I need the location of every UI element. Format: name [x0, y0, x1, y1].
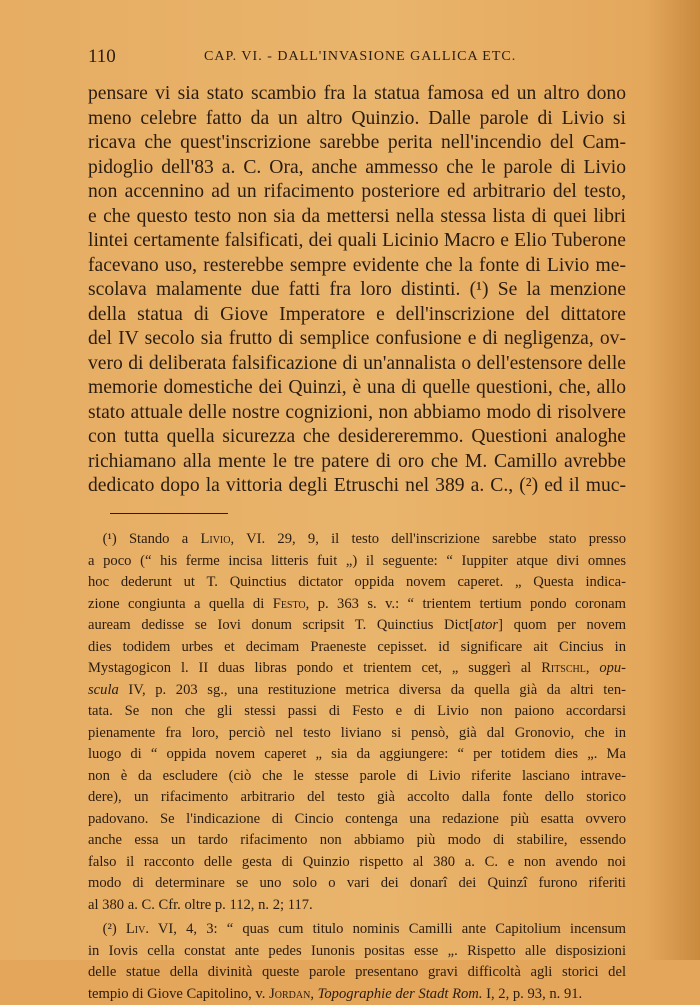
footnote-line: padovano. Se l'indicazione di Cincio contenga una redazione più esatta ovvero: [88, 809, 626, 831]
footnote-line: tata. Se non che gli stessi passi di Festo e di Livio non paiono accordarsi: [88, 701, 626, 723]
footnote-line: zione congiunta a quella di Festo, p. 363 s. v.: “ trientem tertium pondo coronam: [88, 594, 626, 616]
footnote-line: in Iovis cella constat ante pedes Iunonis positas esse „. Rispetto alle disposizioni: [88, 941, 626, 963]
body-line: pidoglio dell'83 a. C. Ora, anche ammesso che le parole di Livio: [88, 156, 626, 181]
footnote-line: (¹) Stando a Livio, VI. 29, 9, il testo dell'inscrizione sarebbe stato presso: [88, 529, 626, 551]
body-line: ricava che quest'inscrizione sarebbe perita nell'incendio del Cam-: [88, 131, 626, 156]
footnote-1: [88, 529, 626, 916]
body-line: memorie domestiche dei Quinzi, è una di quelle questioni, che, allo: [88, 376, 626, 401]
body-line: con tutta quella sicurezza che desidereremmo. Questioni analoghe: [88, 425, 626, 450]
footnote-line: auream dedisse se Iovi donum scripsit T. Quinctius Dict[ator] quom per novem: [88, 615, 626, 637]
body-line: lintei certamente falsificati, dei quali Licinio Macro e Elio Tuberone: [88, 229, 626, 254]
body-line: stato attuale delle nostre cognizioni, non abbiamo modo di risolvere: [88, 401, 626, 426]
body-line: pensare vi sia stato scambio fra la statua famosa ed un altro dono: [88, 82, 626, 107]
footnote-line: modo di determinare se uno solo o vari dei donarî dei Quinzî furono riferiti: [88, 873, 626, 895]
body-line: richiamano alla mente le tre patere di oro che M. Camillo avrebbe: [88, 450, 626, 475]
footnote-line: luogo di “ oppida novem caperet „ sia da aggiungere: “ per totidem dies „. Ma: [88, 744, 626, 766]
body-line: e che questo testo non sia da mettersi nella stessa lista di quei libri: [88, 205, 626, 230]
footnote-line: a poco (“ his ferme incisa litteris fuit „) il seguente: “ Iuppiter atque divi omnes: [88, 551, 626, 573]
body-line: meno celebre fatto da un altro Quinzio. Dalle parole di Livio si: [88, 107, 626, 132]
page-header: [88, 46, 628, 72]
footnote-line: delle statue della divinità queste parole presentano gravi difficoltà agli storici del: [88, 962, 626, 984]
footnote-line: dere), un rifacimento arbitrario del testo già accolto dalla fonte dello storico: [88, 787, 626, 809]
footnote-line: anche essa un tardo rifacimento non abbiamo più modo di stabilire, essendo: [88, 830, 626, 852]
page-number: 110: [88, 46, 116, 68]
footnote-line: falso il racconto delle gesta di Quinzio rispetto al 380 a. C. e non avendo noi: [88, 852, 626, 874]
running-head: CAP. VI. - DALL'INVASIONE GALLICA ETC.: [204, 49, 516, 65]
footnote-line: hoc dederunt ut T. Quinctius dictator oppida novem caperet. „ Questa indica-: [88, 572, 626, 594]
body-line: vero di deliberata falsificazione di un'annalista o dell'estensore delle: [88, 352, 626, 377]
footnote-line: dies todidem urbes et decimam Praeneste cepisset. id significare ait Cincius in: [88, 637, 626, 659]
body-text: [88, 82, 626, 499]
body-line: del IV secolo sia frutto di semplice confusione e di negligenza, ov-: [88, 327, 626, 352]
body-line: dedicato dopo la vittoria degli Etruschi nel 389 a. C., (²) ed il muc-: [88, 474, 626, 499]
footnote-line: pienamente fra loro, perciò nel testo liviano si pensò, già dal Gronovio, che in: [88, 723, 626, 745]
footnote-rule: [110, 513, 228, 514]
footnote-line: Mystagogicon l. II duas libras pondo et trientem cet, „ suggerì al Ritschl, opu-: [88, 658, 626, 680]
footnote-2: [88, 919, 626, 1005]
footnote-line: non è da escludere (ciò che le stesse parole di Livio riferite lasciano intrave-: [88, 766, 626, 788]
footnote-line: (²) Liv. VI, 4, 3: “ quas cum titulo nominis Camilli ante Capitolium incensum: [88, 919, 626, 941]
footnote-line: scula IV, p. 203 sg., una restituzione metrica diversa da quella già da altri ten-: [88, 680, 626, 702]
footnote-line: tempio di Giove Capitolino, v. Jordan, Topographie der Stadt Rom. I, 2, p. 93, n. 91.: [88, 984, 626, 1005]
body-line: scolava malamente due fatti fra loro distinti. (¹) Se la menzione: [88, 278, 626, 303]
body-line: della statua di Giove Imperatore e dell'inscrizione del dittatore: [88, 303, 626, 328]
footnote-line: al 380 a. C. Cfr. oltre p. 112, n. 2; 117.: [88, 895, 626, 917]
footnotes: [88, 529, 626, 1005]
body-line: non accennino ad un rifacimento posteriore ed arbitrario del testo,: [88, 180, 626, 205]
body-line: facevano uso, resterebbe sempre evidente che la fonte di Livio me-: [88, 254, 626, 279]
